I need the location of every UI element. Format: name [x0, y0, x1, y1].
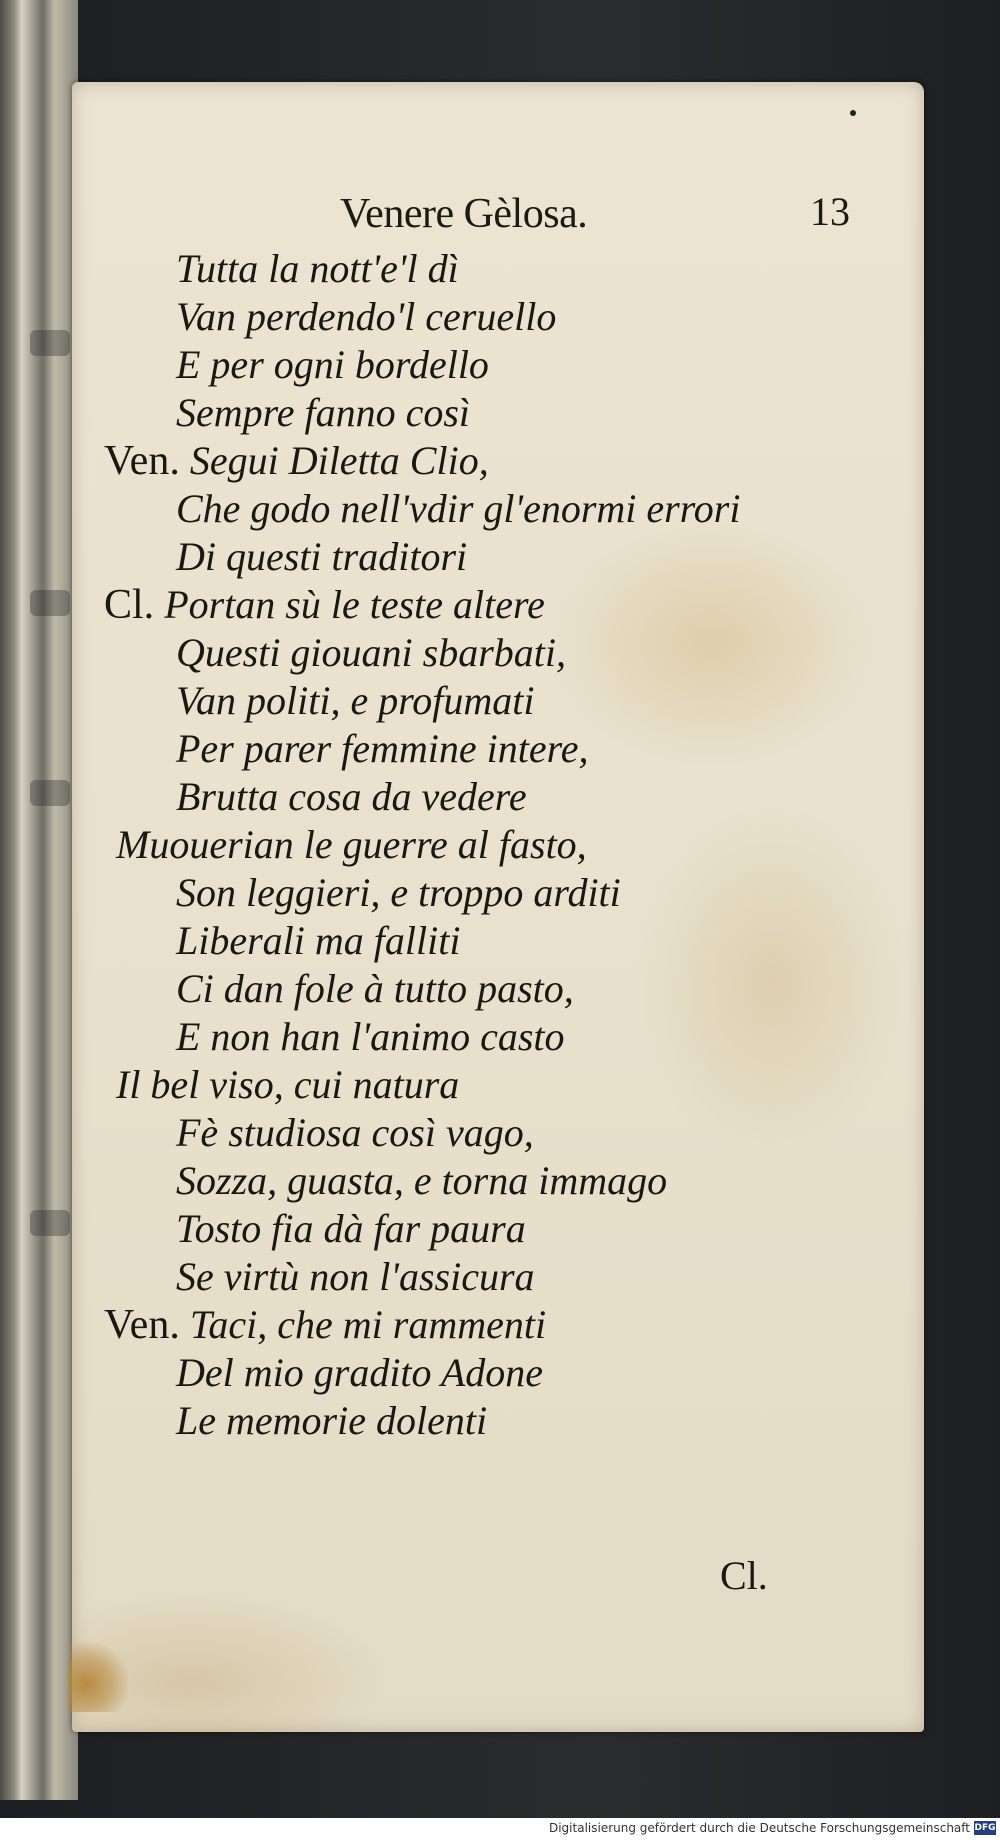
verse-text: Son leggieri, e troppo arditi [176, 870, 621, 915]
verse-line [176, 487, 740, 531]
bleed-mark [30, 780, 70, 806]
footer-credit: Digitalisierung gefördert durch die Deutsche Forschungsgemeinschaft [548, 1821, 970, 1835]
verse-text: Ci dan fole à tutto pasto, [176, 966, 574, 1011]
verse-text: Le memorie dolenti [176, 1398, 488, 1443]
verse-text: Van politi, e profumati [176, 678, 535, 723]
water-stain [68, 1642, 128, 1712]
verse-text: Liberali ma falliti [176, 918, 461, 963]
dfg-logo-icon: DFG [974, 1823, 996, 1833]
verse-line [176, 871, 621, 915]
verse-text: Del mio gradito Adone [176, 1350, 544, 1395]
speaker-label: Ven. [104, 438, 180, 484]
verse-text: Van perdendo'l ceruello [176, 294, 557, 339]
verse-text: Fè studiosa così vago, [176, 1110, 534, 1155]
verse-line [176, 631, 566, 675]
verse-text: E per ogni bordello [176, 342, 489, 387]
verse-line [176, 1015, 565, 1059]
verse-text: Per parer femmine intere, [176, 726, 589, 771]
verse-text: Di questi traditori [176, 534, 468, 579]
bleed-mark [30, 590, 70, 616]
verse-line [116, 823, 587, 867]
running-head: Venere Gèlosa. [340, 191, 588, 237]
verse-line [176, 1207, 526, 1251]
verse-text: Sozza, guasta, e torna immago [176, 1158, 668, 1203]
verse-line [176, 1351, 543, 1395]
digitization-footer [0, 1818, 1000, 1840]
verse-text: Muouerian le guerre al fasto, [116, 822, 587, 867]
verse-text: Taci, che mi rammenti [189, 1302, 547, 1347]
verse-text: Se virtù non l'assicura [176, 1254, 535, 1299]
verse-text: E non han l'animo casto [176, 1014, 565, 1059]
verse-line [116, 1063, 459, 1107]
verse-text: Portan sù le teste altere [164, 582, 545, 627]
verse-line [176, 247, 459, 291]
verse-line [176, 391, 470, 435]
catchword: Cl. [720, 1553, 768, 1598]
verse-line [176, 919, 460, 963]
verse-line [176, 1399, 487, 1443]
verse-text: Che godo nell'vdir gl'enormi errori [176, 486, 741, 531]
verse-text: Sempre fanno così [176, 390, 471, 435]
bleed-mark [30, 1210, 70, 1236]
verse-line [176, 295, 556, 339]
verse-line [176, 679, 535, 723]
verse-text: Tutta la nott'e'l dì [176, 246, 459, 291]
page-number: 13 [810, 189, 850, 234]
verse-line [176, 343, 489, 387]
verse-line [176, 775, 527, 819]
ink-dot [850, 110, 856, 116]
verse-line [176, 1111, 534, 1155]
verse-line [176, 1255, 535, 1299]
bleed-mark [30, 330, 70, 356]
verse-line [104, 439, 489, 483]
verse-line [104, 1303, 546, 1347]
verse-line [176, 1159, 667, 1203]
verse-text: Segui Diletta Clio, [189, 438, 489, 483]
speaker-label: Cl. [104, 582, 155, 628]
verse-text: Tosto fia dà far paura [176, 1206, 526, 1251]
verse-line [176, 535, 467, 579]
verse-line [176, 727, 588, 771]
verse-text: Il bel viso, cui natura [116, 1062, 460, 1107]
verse-line [176, 967, 574, 1011]
verse-text: Brutta cosa da vedere [176, 774, 527, 819]
speaker-label: Ven. [104, 1302, 180, 1348]
verse-text: Questi giouani sbarbati, [176, 630, 567, 675]
adjacent-page-edge [0, 0, 78, 1800]
verse-line [104, 583, 545, 627]
book-page [72, 82, 924, 1732]
